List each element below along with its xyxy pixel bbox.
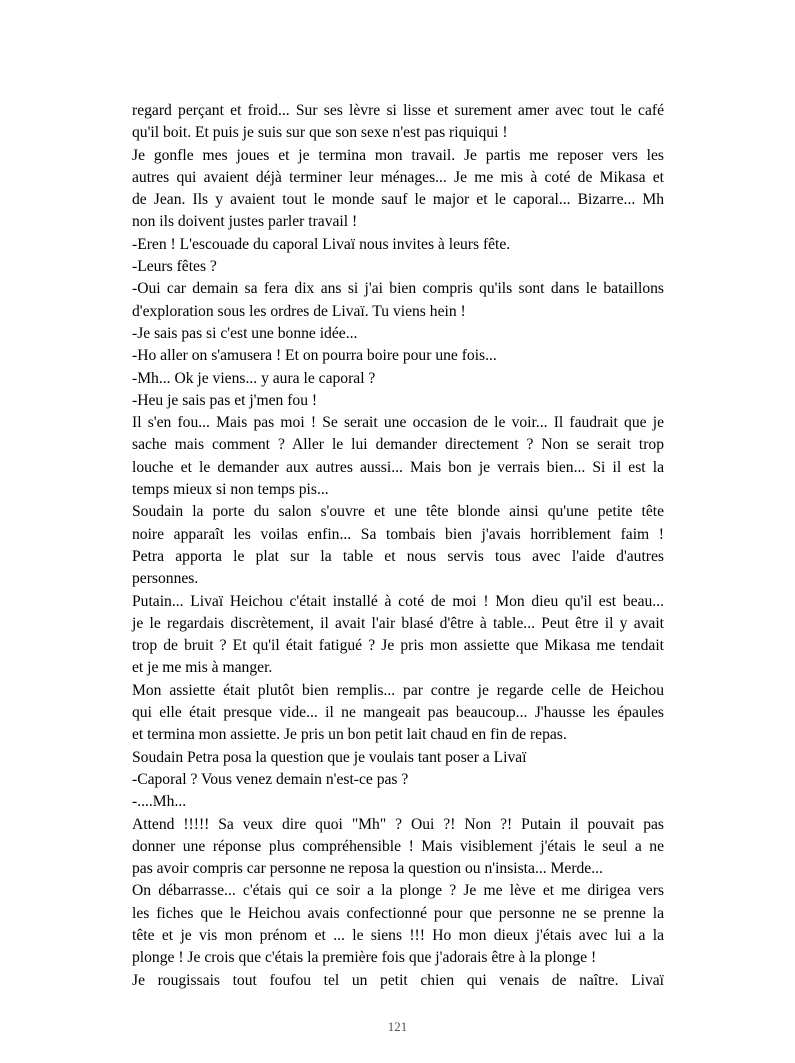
text-line: qu'il boit. Et puis je suis sur que son sexe n'est pas riquiqui ! <box>132 124 508 142</box>
text-line: d'exploration sous les ordres de Livaï. Tu viens hein ! <box>132 302 466 320</box>
text-line: temps mieux si non temps pis... <box>132 481 329 499</box>
text-line: Il s'en fou... Mais pas moi ! Se serait une occasion de le voir... Il faudrait que je <box>132 414 664 432</box>
text-line: je le regardais discrètement, il avait l'air blasé d'être à table... Peut être il y avait <box>132 614 664 632</box>
text-line: non ils doivent justes parler travail ! <box>132 213 358 231</box>
text-line: noire apparaît les voilas enfin... Sa tombais bien j'avais horriblement faim ! <box>132 525 664 543</box>
text-line: -Eren ! L'escouade du caporal Livaï nous invites à leurs fête. <box>132 235 511 253</box>
text-line: Soudain Petra posa la question que je voulais tant poser a Livaï <box>132 748 527 766</box>
text-line: Je gonfle mes joues et je termina mon travail. Je partis me reposer vers les <box>132 146 664 164</box>
text-line: et termina mon assiette. Je pris un bon petit lait chaud en fin de repas. <box>132 726 567 744</box>
text-line: pas avoir compris car personne ne reposa la question ou n'insista... Merde... <box>132 860 603 878</box>
text-line: Putain... Livaï Heichou c'était installé à coté de moi ! Mon dieu qu'il est beau... <box>132 592 664 610</box>
text-line: et je me mis à manger. <box>132 659 273 677</box>
text-line: -Je sais pas si c'est une bonne idée... <box>132 324 358 342</box>
text-line: -....Mh... <box>132 793 187 811</box>
text-line: -Mh... Ok je viens... y aura le caporal ? <box>132 369 376 387</box>
text-line: regard perçant et froid... Sur ses lèvre si lisse et surement amer avec tout le café <box>132 102 664 119</box>
text-line: -Caporal ? Vous venez demain n'est-ce pas ? <box>132 770 409 788</box>
page-number: 121 <box>387 1019 408 1034</box>
text-line: -Heu je sais pas et j'men fou ! <box>132 391 318 409</box>
text-line: trop de bruit ? Et qu'il était fatigué ? Je pris mon assiette que Mikasa me tendait <box>132 637 664 655</box>
text-line: Mon assiette était plutôt bien remplis... par contre je regarde celle de Heichou <box>132 681 664 699</box>
text-line: sache mais comment ? Aller le lui demander directement ? Non se serait trop <box>132 436 664 454</box>
text-line: les fiches que le Heichou avais confectionné pour que personne ne se prenne la <box>132 904 664 922</box>
text-line: On débarrasse... c'étais qui ce soir a la plonge ? Je me lève et me dirigea vers <box>132 882 664 900</box>
text-line: Je rougissais tout foufou tel un petit chien qui venais de naître. Livaï <box>132 971 664 989</box>
text-line: Soudain la porte du salon s'ouvre et une tête blonde ainsi qu'une petite tête <box>132 503 664 521</box>
text-line: -Leurs fêtes ? <box>132 258 217 276</box>
text-line: -Oui car demain sa fera dix ans si j'ai bien compris qu'ils sont dans le bataillons <box>132 280 664 298</box>
text-line: qui elle était presque vide... il ne mangeait pas beaucoup... J'hausse les épaules <box>132 704 664 722</box>
text-line: louche et le demander aux autres aussi... Mais bon je verrais bien... Si il est la <box>132 458 664 476</box>
text-line: de Jean. Ils y avaient tout le monde sauf le major et le caporal... Bizarre... Mh <box>132 191 664 209</box>
text-line: tête et je vis mon prénom et ... le siens !!! Ho mon dieux j'étais avec lui a la <box>132 926 664 944</box>
text-line: -Ho aller on s'amusera ! Et on pourra boire pour une fois... <box>132 347 497 365</box>
text-line: Petra apporta le plat sur la table et nous servis tous avec l'aide d'autres <box>132 547 664 565</box>
text-line: donner une réponse plus compréhensible ! Mais visiblement j'étais le seul a ne <box>132 837 664 855</box>
text-line: personnes. <box>132 570 199 588</box>
text-line: autres qui avaient déjà terminer leur ménages... Je me mis à coté de Mikasa et <box>132 168 664 186</box>
text-line: Attend !!!!! Sa veux dire quoi "Mh" ? Oui ?! Non ?! Putain il pouvait pas <box>132 815 664 833</box>
body-text <box>132 100 664 992</box>
text-line: plonge ! Je crois que c'étais la première fois que j'adorais être à la plonge ! <box>132 949 597 967</box>
